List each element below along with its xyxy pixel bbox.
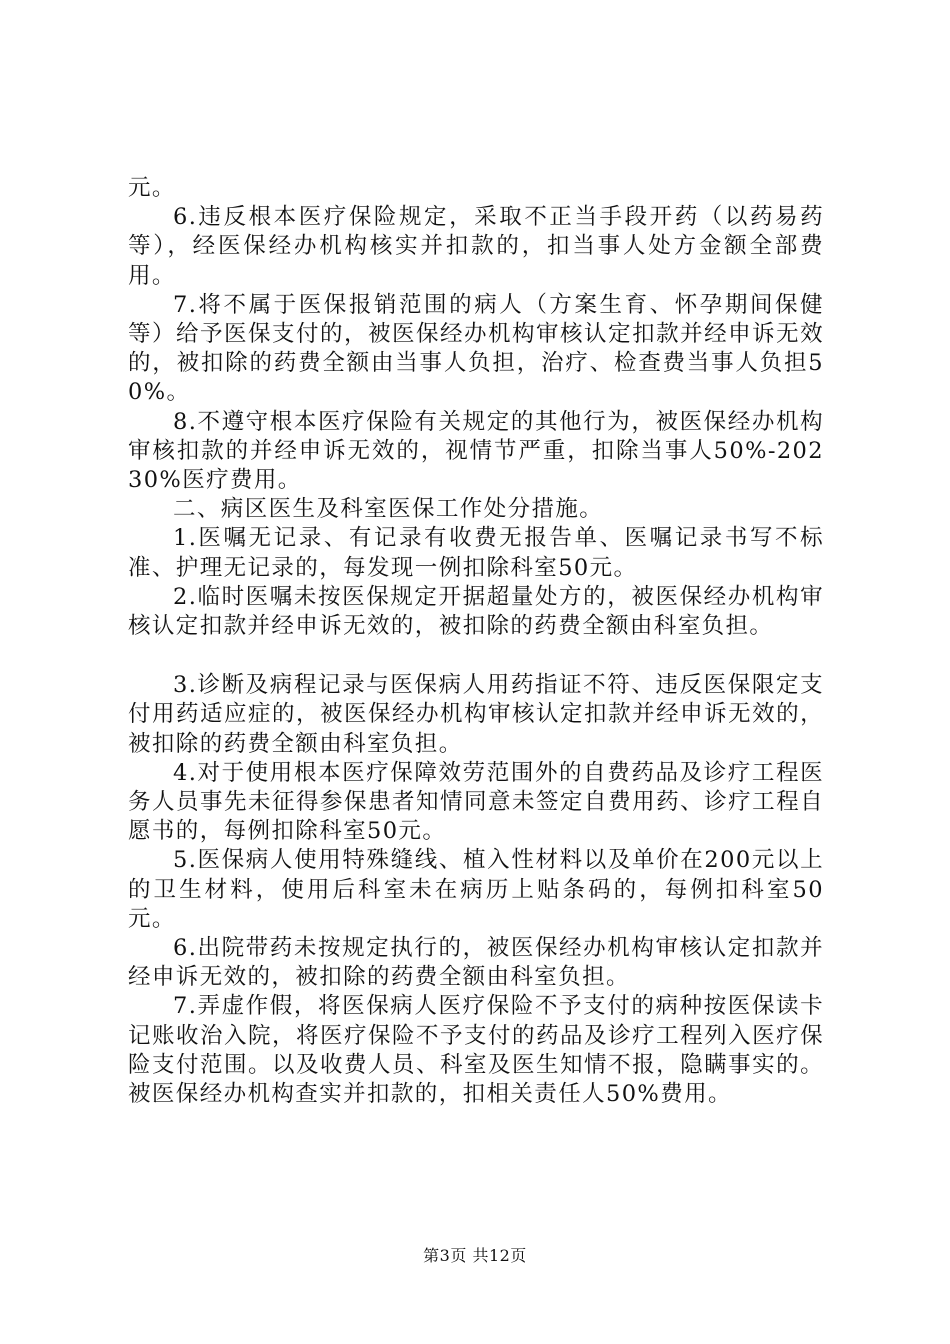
page-footer: 第3页 共12页: [423, 1246, 527, 1265]
paragraph-continuation: 元。: [128, 175, 176, 201]
section-heading-2: 二、病区医生及科室医保工作处分措施。: [173, 496, 604, 523]
paragraph-item-7: 7.将不属于医保报销范围的病人（方案生育、怀孕期间保健等）给予医保支付的，被医保经办机构审核认定扣款并经申诉无效的，被扣除的药费全额由当事人负担，治疗、检查费当事人负担50%。: [128, 291, 824, 406]
paragraph-item-6: 6.违反根本医疗保险规定，采取不正当手段开药（以药易药等），经医保经办机构核实并扣款的，扣当事人处方金额全部费用。: [128, 204, 824, 289]
paragraph-sec2-item-1: 1.医嘱无记录、有记录有收费无报告单、医嘱记录书写不标准、护理无记录的，每发现一例扣除科室50元。: [128, 525, 824, 581]
paragraph-sec2-item-2: 2.临时医嘱未按医保规定开据超量处方的，被医保经办机构审核认定扣款并经申诉无效的，被扣除的药费全额由科室负担。: [128, 583, 824, 640]
paragraph-gap: [128, 641, 824, 671]
paragraph-sec2-item-3: 3.诊断及病程记录与医保病人用药指证不符、违反医保限定支付用药适应症的，被医保经办机构审核认定扣款并经申诉无效的，被扣除的药费全额由科室负担。: [128, 672, 824, 757]
paragraph-item-8: 8.不遵守根本医疗保险有关规定的其他行为，被医保经办机构审核扣款的并经申诉无效的，视情节严重，扣除当事人50%-20230%医疗费用。: [128, 408, 824, 494]
document-body: [128, 174, 824, 1109]
paragraph-sec2-item-7: 7.弄虚作假，将医保病人医疗保险不予支付的病种按医保读卡记账收治入院，将医疗保险不予支付的药品及诊疗工程列入医疗保险支付范围。以及收费人员、科室及医生知情不报，隐瞒事实的。被医保经办机构查实并扣款的，扣相关责任人50%费用。: [128, 993, 824, 1108]
paragraph-sec2-item-5: 5.医保病人使用特殊缝线、植入性材料以及单价在200元以上的卫生材料，使用后科室未在病历上贴条码的，每例扣科室50元。: [128, 847, 824, 932]
paragraph-sec2-item-6: 6.出院带药未按规定执行的，被医保经办机构审核认定扣款并经申诉无效的，被扣除的药费全额由科室负担。: [128, 935, 824, 991]
paragraph-sec2-item-4: 4.对于使用根本医疗保障效劳范围外的自费药品及诊疗工程医务人员事先未征得参保患者知情同意未签定自费用药、诊疗工程自愿书的，每例扣除科室50元。: [128, 759, 824, 845]
